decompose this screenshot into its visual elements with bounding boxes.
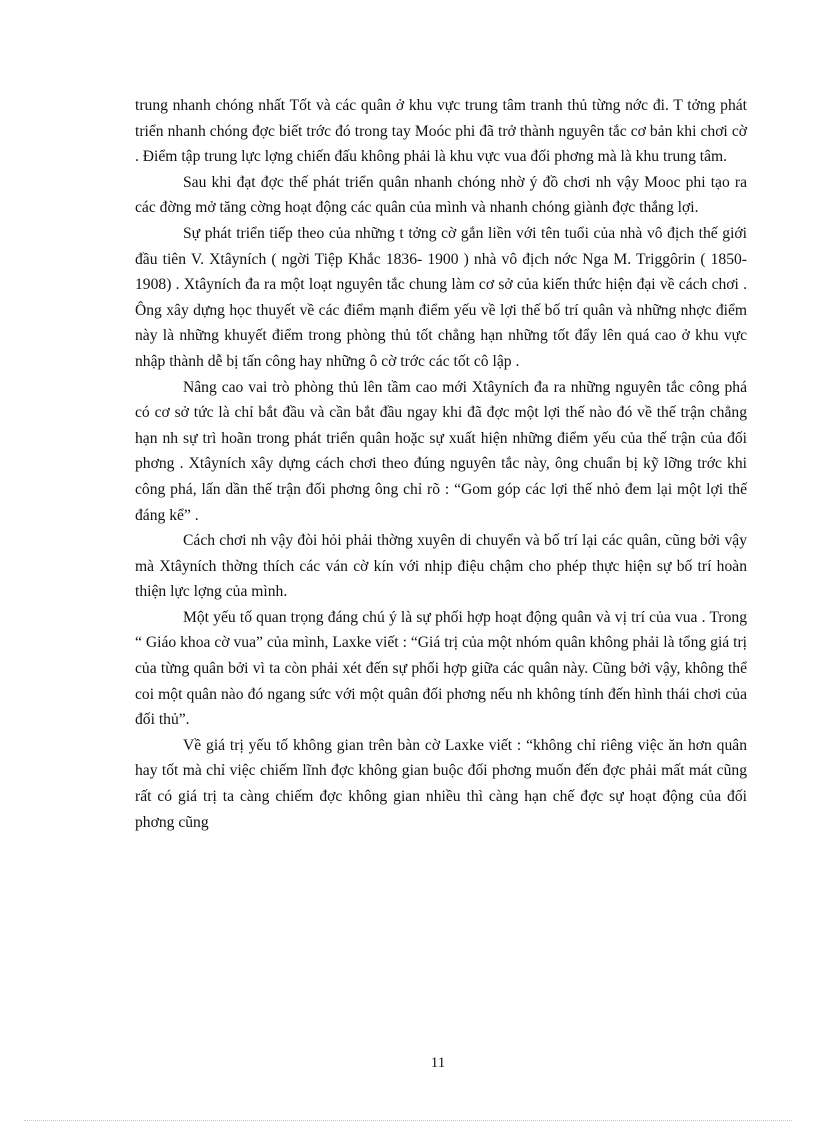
paragraph-4: Nâng cao vai trò phòng thủ lên tầm cao mới Xtâyních đa ra những nguyên tắc công phá có cơ sở tức là chỉ bắt đầu và cần bắt đầu ngay khi đã đợc một lợi thế nào đó về thế trận chẳng hạn nh sự trì hoãn trong phát triển quân hoặc sự xuất hiện những điểm yếu của thế trận của đối phơng . Xtâyních xây dựng cách chơi theo đúng nguyên tắc này, ông chuẩn bị kỹ lỡng trớc khi công phá, lấn dần thế trận đối phơng ông chỉ rõ : “Gom góp các lợi thế nhỏ đem lại một lợi thế đáng kể” . [135,378,747,524]
body-text [135,93,747,835]
paragraph-3: Sự phát triển tiếp theo của những t tởng cờ gắn liền với tên tuổi của nhà vô địch thế giới đầu tiên V. Xtâyních ( ngời Tiệp Khắc 1836- 1900 ) nhà vô địch nớc Nga M. Triggôrin ( 1850-1908) . Xtâyních đa ra một loạt nguyên tắc chung làm cơ sở của kiến thức hiện đại về cách chơi . Ông xây dựng học thuyết về các điểm mạnh điểm yếu về lợi thế bố trí quân và những nhợc điểm này là những khuyết điểm trong phòng thủ tốt chẳng hạn những tốt đẩy lên quá cao ở khu vực nhập thành dễ bị tấn công hay những ô cờ trớc các tốt cô lập . [135,224,747,370]
paragraph-2: Sau khi đạt đợc thế phát triển quân nhanh chóng nhờ ý đồ chơi nh vậy Mooc phi tạo ra các đờng mở tăng cờng hoạt động các quân của mình và nhanh chóng giành đợc thắng lợi. [135,173,747,217]
paragraph-6: Một yếu tố quan trọng đáng chú ý là sự phối hợp hoạt động quân và vị trí của vua . Trong “ Giáo khoa cờ vua” của mình, Laxke viết : “Giá trị của một nhóm quân không phải là tổng giá trị của từng quân bởi vì ta còn phải xét đến sự phối hợp giữa các quân này. Cũng bởi vậy, không thể coi một quân nào đó ngang sức với một quân đối phơng nếu nh không tính đến hình thái chơi của đối thủ”. [135,608,747,729]
paragraph-7: Về giá trị yếu tố không gian trên bàn cờ Laxke viết : “không chỉ riêng việc ăn hơn quân hay tốt mà chỉ việc chiếm lĩnh đợc không gian buộc đối phơng muốn đến đợc phải mất mát cũng rất có giá trị ta càng chiếm đợc không gian nhiều thì càng hạn chế đợc sự hoạt động của đối phơng cũng [135,736,747,831]
page-bottom-divider [24,1120,792,1121]
paragraph-1: trung nhanh chóng nhất Tốt và các quân ở khu vực trung tâm tranh thủ từng nớc đi. T tởng phát triển nhanh chóng đợc biết trớc đó trong tay Moóc phi đã trở thành nguyên tắc cơ bản khi chơi cờ . Điểm tập trung lực lợng chiến đấu không phải là khu vực vua đối phơng mà là khu trung tâm. [135,97,747,166]
page-number: 11 [430,1055,446,1071]
paragraph-5: Cách chơi nh vậy đòi hỏi phải thờng xuyên di chuyển và bố trí lại các quân, cũng bởi vậy mà Xtâyních thờng thích các ván cờ kín với nhịp điệu chậm cho phép thực hiện sự bố trí hoàn thiện lực lợng của mình. [135,532,747,601]
